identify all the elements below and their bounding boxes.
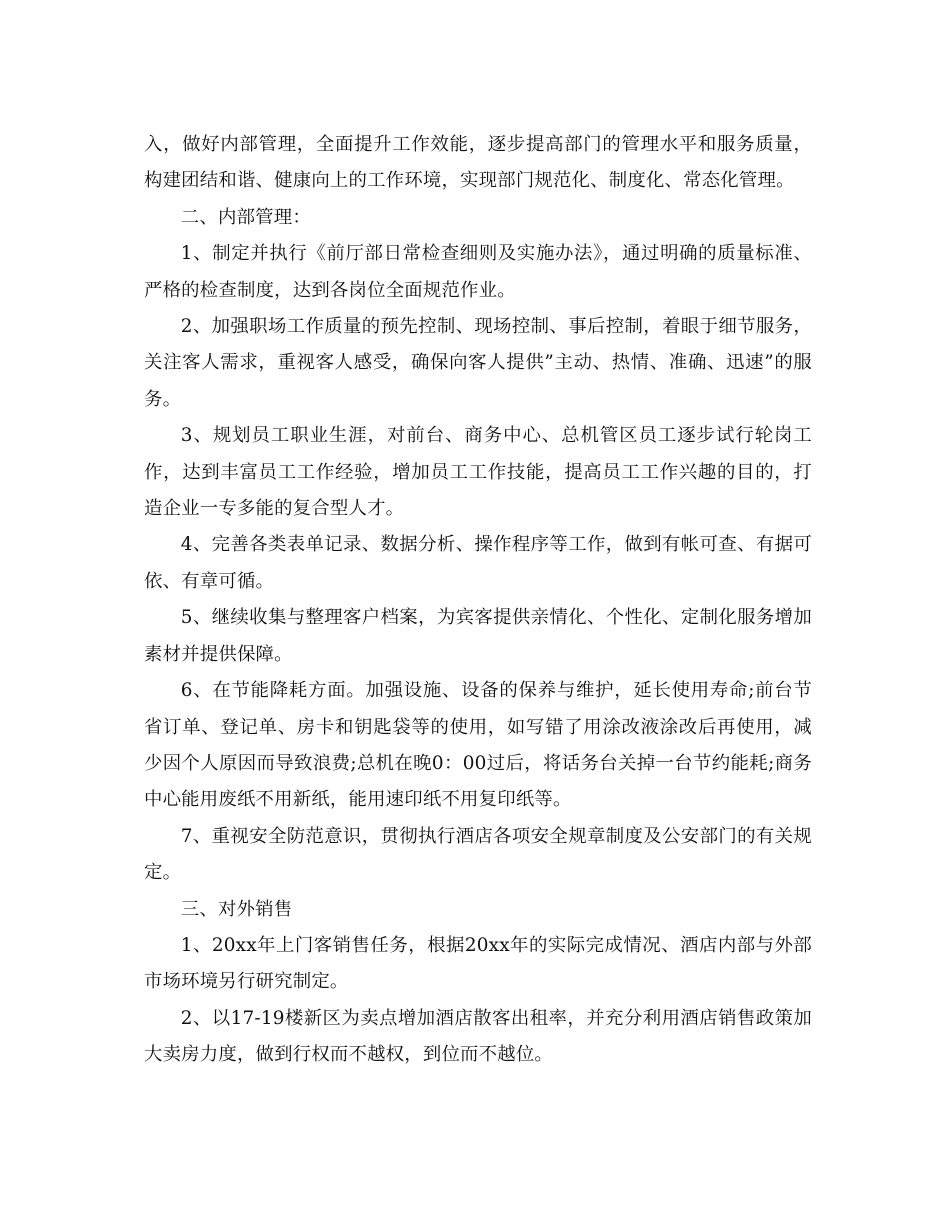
section-heading-internal-management: 二、内部管理： xyxy=(180,206,311,228)
document-body xyxy=(144,127,812,1074)
paragraph-item-2: 2、加强职场工作质量的预先控制、现场控制、事后控制，着眼于细节服务，关注客人需求，重视客人感受，确保向客人提供”主动、热情、准确、迅速”的服务。 xyxy=(144,316,812,410)
paragraph-item-4: 4、完善各类表单记录、数据分析、操作程序等工作，做到有帐可查、有据可依、有章可循。 xyxy=(144,534,812,592)
paragraph-item-6: 6、在节能降耗方面。加强设施、设备的保养与维护，延长使用寿命;前台节省订单、登记单、房卡和钥匙袋等的使用，如写错了用涂改液涂改后再使用，减少因个人原因而导致浪费;总机在晚0：00过后，将话务台关掉一台节约能耗;商务中心能用废纸不用新纸，能用速印纸不用复印纸等。 xyxy=(144,680,812,811)
paragraph-item-3: 3、规划员工职业生涯，对前台、商务中心、总机管区员工逐步试行轮岗工作，达到丰富员工工作经验，增加员工工作技能，提高员工工作兴趣的目的，打造企业一专多能的复合型人才。 xyxy=(144,425,812,520)
paragraph-item-7: 7、重视安全防范意识，贯彻执行酒店各项安全规章制度及公安部门的有关规定。 xyxy=(144,825,812,884)
paragraph-item-1: 1、制定并执行《前厅部日常检查细则及实施办法》，通过明确的质量标准、严格的检查制度，达到各岗位全面规范作业。 xyxy=(144,243,812,301)
paragraph-item-5: 5、继续收集与整理客户档案，为宾客提供亲情化、个性化、定制化服务增加素材并提供保障。 xyxy=(144,607,812,665)
paragraph-sales-item-2: 2、以17-19楼新区为卖点增加酒店散客出租率，并充分利用酒店销售政策加大卖房力度，做到行权而不越权，到位而不越位。 xyxy=(144,1007,812,1066)
paragraph-sales-item-1: 1、20xx年上门客销售任务，根据20xx年的实际完成情况、酒店内部与外部市场环境另行研究制定。 xyxy=(144,934,812,993)
section-heading-external-sales: 三、对外销售 xyxy=(180,898,293,920)
paragraph-intro-continuation: 入，做好内部管理，全面提升工作效能，逐步提高部门的管理水平和服务质量，构建团结和谐、健康向上的工作环境，实现部门规范化、制度化、常态化管理。 xyxy=(144,134,812,192)
